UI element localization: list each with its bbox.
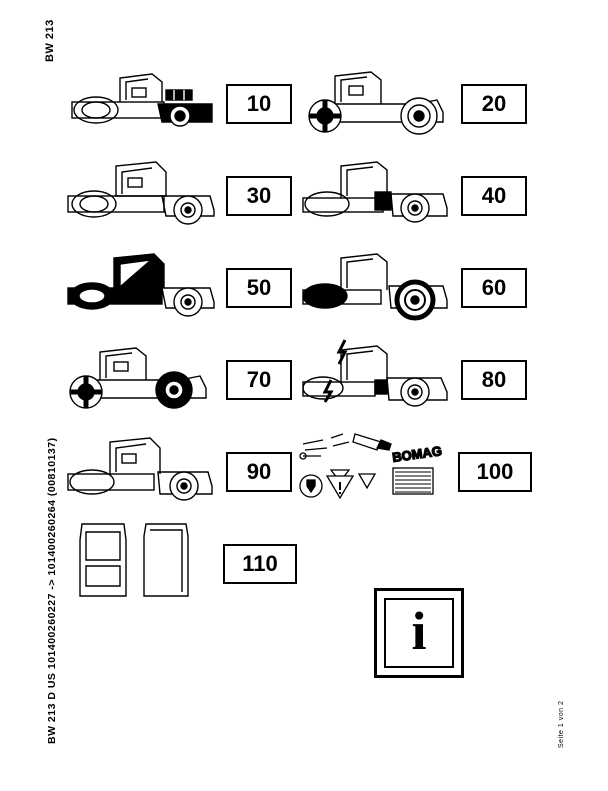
roller-machine-drum-and-operator-platform-icon (62, 60, 222, 148)
chapter-cell-90[interactable] (62, 426, 297, 518)
chapter-number-badge[interactable]: 110 (223, 544, 297, 584)
chapter-cell-60[interactable] (297, 242, 532, 334)
chapter-row (62, 58, 532, 150)
chapter-row (62, 426, 532, 518)
document-reference: BW 213 D US 101400260227 -> 101400260264 (00810137) (46, 437, 58, 744)
operator-cab-and-rops-frame-icon (62, 520, 219, 608)
information-symbol-box[interactable] (374, 588, 464, 678)
roller-machine-frame-and-rear-axle-icon (297, 152, 457, 240)
chapter-row (62, 150, 532, 242)
roller-machine-front-drum-detail-icon (297, 60, 457, 148)
chapter-cell-10[interactable] (62, 58, 297, 150)
roller-machine-rear-wheel-side-view-icon (62, 428, 222, 516)
chapter-number-badge[interactable]: 50 (226, 268, 292, 308)
chapter-number-badge[interactable]: 20 (461, 84, 527, 124)
chapter-number-badge[interactable]: 30 (226, 176, 292, 216)
chapter-number-badge[interactable]: 10 (226, 84, 292, 124)
chapter-cell-20[interactable] (297, 58, 532, 150)
chapter-number-badge[interactable]: 100 (458, 452, 532, 492)
chapter-cell-40[interactable] (297, 150, 532, 242)
roller-machine-filled-black-hood-icon (62, 244, 222, 332)
information-symbol: i (384, 598, 454, 668)
chapter-cell-80[interactable] (297, 334, 532, 426)
page-footer: Seite 1 von 2 (558, 700, 565, 748)
chapter-cell-110[interactable] (62, 518, 297, 610)
chapter-number-badge[interactable]: 40 (461, 176, 527, 216)
roller-machine-drum-drive-detail-icon (62, 336, 222, 424)
chapter-row (62, 334, 532, 426)
chapter-number-badge[interactable]: 80 (461, 360, 527, 400)
chapter-cell-100[interactable] (297, 426, 532, 518)
chapter-cell-70[interactable] (62, 334, 297, 426)
chapter-number-badge[interactable]: 60 (461, 268, 527, 308)
chapter-row (62, 242, 532, 334)
tools-bomag-decals-and-warning-signs-icon (297, 428, 454, 516)
roller-machine-with-cab-side-view-icon (62, 152, 222, 240)
chapter-cell-30[interactable] (62, 150, 297, 242)
chapter-cell-50[interactable] (62, 242, 297, 334)
chapter-number-badge[interactable]: 70 (226, 360, 292, 400)
chapter-number-badge[interactable]: 90 (226, 452, 292, 492)
chapter-grid (62, 58, 532, 610)
page-title: BW 213 (44, 19, 56, 62)
roller-machine-rear-wheel-highlight-icon (297, 244, 457, 332)
roller-machine-electrical-flash-symbol-icon (297, 336, 457, 424)
svg-text:BOMAG: BOMAG (391, 443, 443, 465)
